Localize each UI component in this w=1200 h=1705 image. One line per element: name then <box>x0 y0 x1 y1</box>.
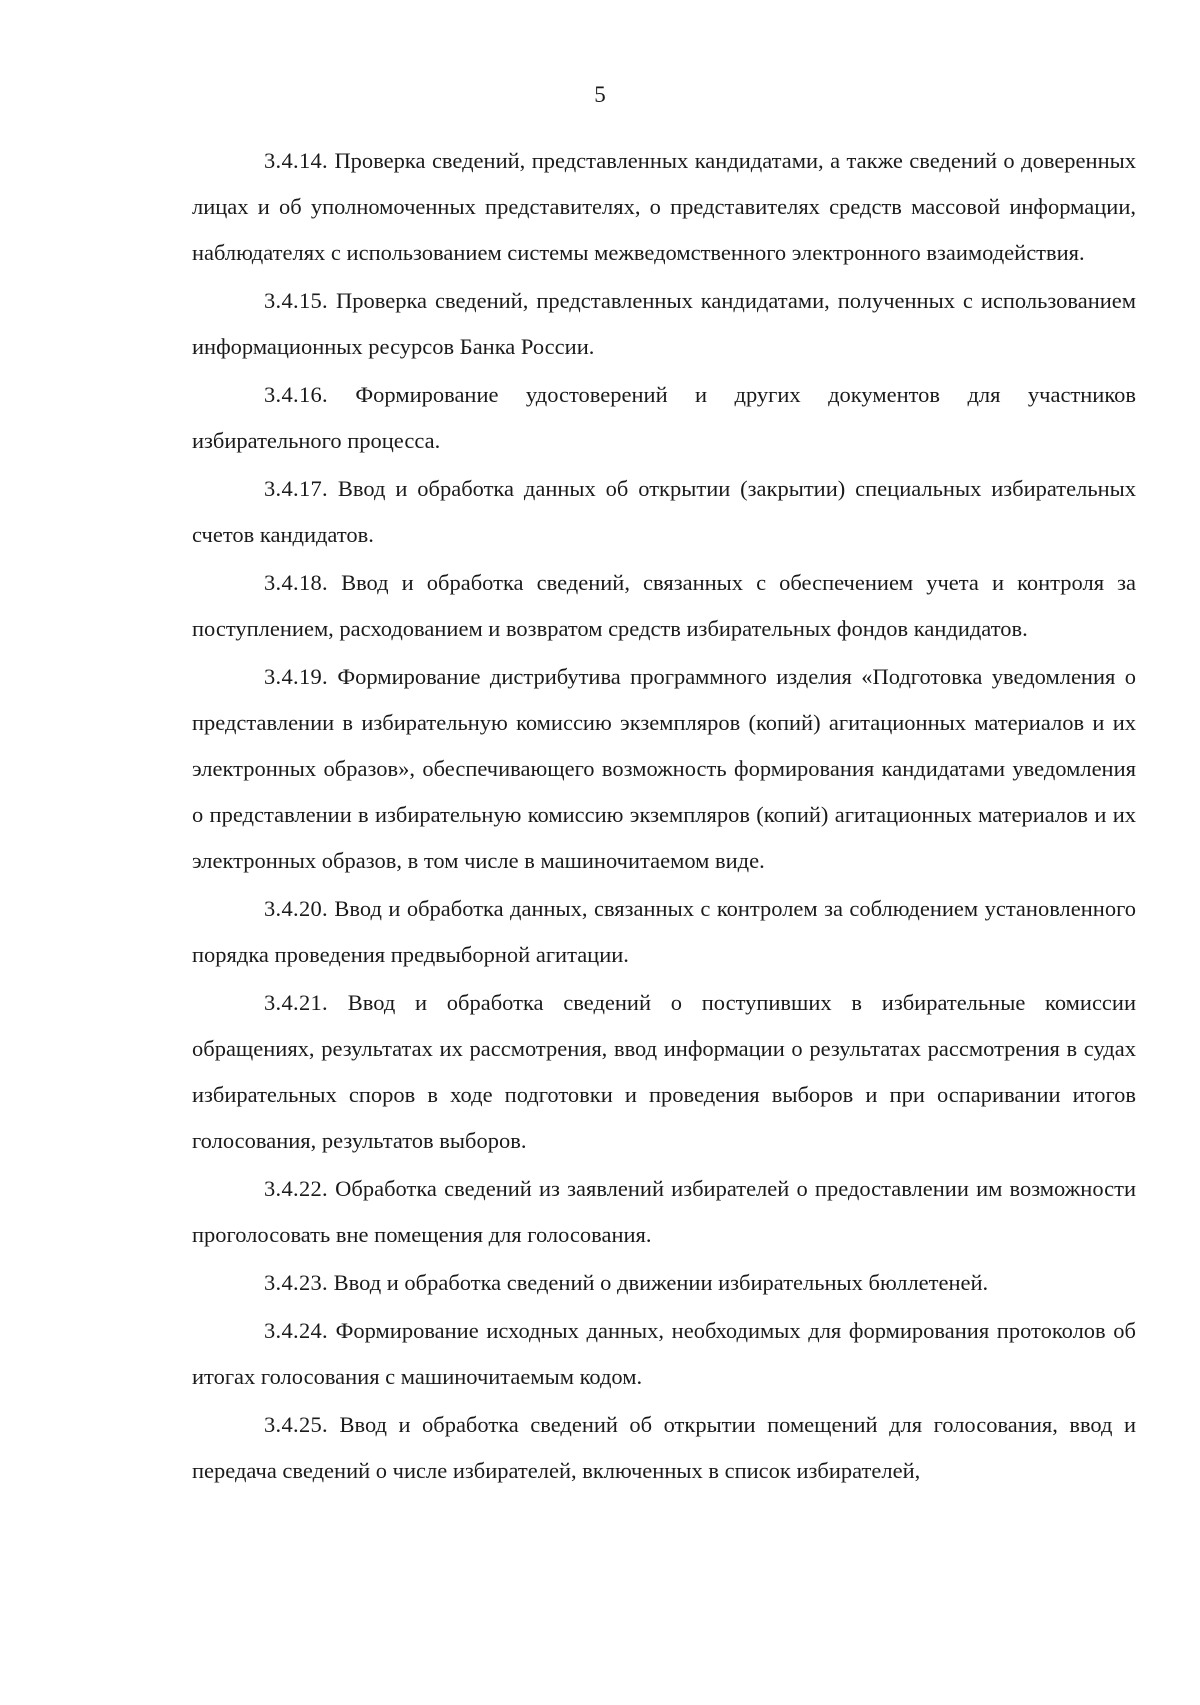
paragraph-text: Формирование удостоверений и других документов для участников избирательного процесса. <box>192 382 1137 453</box>
paragraph-number: 3.4.19. <box>264 664 328 689</box>
paragraph-number: 3.4.15. <box>264 288 328 313</box>
paragraph-3-4-14 <box>192 138 1136 276</box>
paragraph-3-4-16 <box>192 372 1136 464</box>
paragraph-number: 3.4.24. <box>264 1318 328 1343</box>
paragraph-text: Ввод и обработка сведений о движении избирательных бюллетеней. <box>333 1270 989 1295</box>
paragraph-3-4-24 <box>192 1308 1136 1400</box>
paragraph-number: 3.4.21. <box>264 990 328 1015</box>
paragraph-text: Проверка сведений, представленных кандидатами, полученных с использованием информационных ресурсов Банка России. <box>192 288 1137 359</box>
paragraph-3-4-25 <box>192 1402 1136 1494</box>
paragraph-text: Ввод и обработка сведений о поступивших в избирательные комиссии обращениях, результатах их рассмотрения, ввод информации о результатах рассмотрения в судах избирательных споров в ходе подготовки и проведения выборов и при оспаривании итогов голосования, результатов выборов. <box>192 990 1136 1153</box>
paragraph-number: 3.4.22. <box>264 1176 328 1201</box>
paragraph-number: 3.4.17. <box>264 476 328 501</box>
paragraph-3-4-20 <box>192 886 1136 978</box>
paragraph-number: 3.4.14. <box>264 148 328 173</box>
paragraph-text: Обработка сведений из заявлений избирателей о предоставлении им возможности проголосовать вне помещения для голосования. <box>192 1176 1136 1247</box>
document-body <box>192 138 1136 1496</box>
paragraph-number: 3.4.23. <box>264 1270 328 1295</box>
paragraph-text: Ввод и обработка сведений об открытии помещений для голосования, ввод и передача сведений о числе избирателей, включенных в список избирателей, <box>192 1412 1136 1483</box>
paragraph-number: 3.4.20. <box>264 896 328 921</box>
paragraph-number: 3.4.25. <box>264 1412 328 1437</box>
paragraph-text: Проверка сведений, представленных кандидатами, а также сведений о доверенных лицах и об уполномоченных представителях, о представителях средств массовой информации, наблюдателях с использованием системы межведомственного электронного взаимодействия. <box>192 148 1136 265</box>
paragraph-text: Формирование дистрибутива программного изделия «Подготовка уведомления о представлении в избирательную комиссию экземпляров (копий) агитационных материалов и их электронных образов», обеспечивающего возможность формирования кандидатами уведомления о представлении в избирательную комиссию экземпляров (копий) агитационных материалов и их электронных образов, в том числе в машиночитаемом виде. <box>192 664 1137 873</box>
paragraph-number: 3.4.18. <box>264 570 328 595</box>
paragraph-3-4-23 <box>192 1260 1136 1306</box>
paragraph-number: 3.4.16. <box>264 382 328 407</box>
paragraph-text: Ввод и обработка данных об открытии (закрытии) специальных избирательных счетов кандидатов. <box>192 476 1137 547</box>
paragraph-3-4-18 <box>192 560 1136 652</box>
paragraph-3-4-21 <box>192 980 1136 1164</box>
paragraph-3-4-17 <box>192 466 1136 558</box>
paragraph-text: Ввод и обработка сведений, связанных с обеспечением учета и контроля за поступлением, расходованием и возвратом средств избирательных фондов кандидатов. <box>192 570 1136 641</box>
paragraph-3-4-19 <box>192 654 1136 884</box>
page-number: 5 <box>594 82 606 107</box>
paragraph-3-4-15 <box>192 278 1136 370</box>
paragraph-text: Формирование исходных данных, необходимых для формирования протоколов об итогах голосования с машиночитаемым кодом. <box>192 1318 1136 1389</box>
paragraph-3-4-22 <box>192 1166 1136 1258</box>
paragraph-text: Ввод и обработка данных, связанных с контролем за соблюдением установленного порядка проведения предвыборной агитации. <box>192 896 1137 967</box>
